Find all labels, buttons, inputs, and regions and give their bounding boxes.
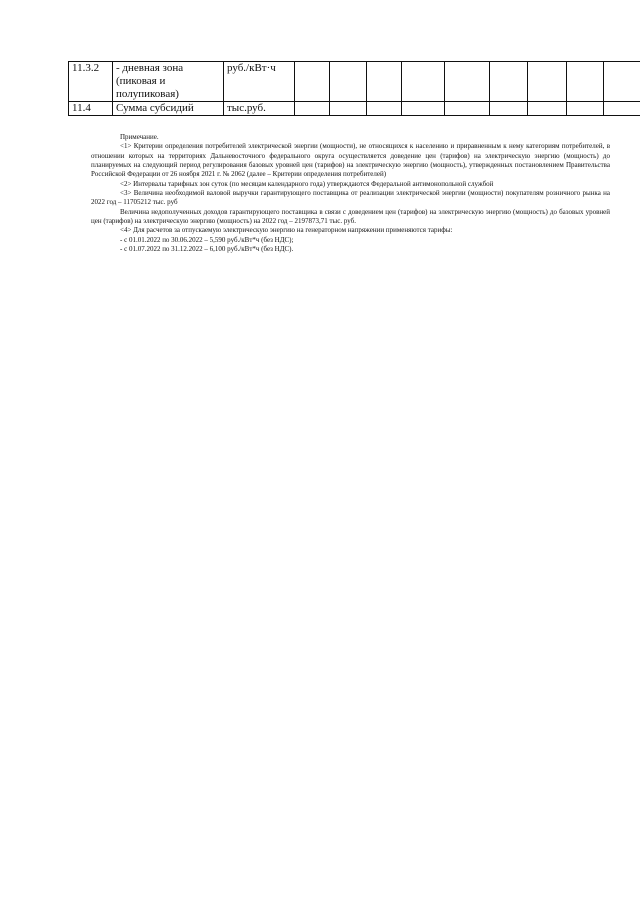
empty-cell — [604, 102, 640, 116]
empty-cell — [367, 62, 402, 102]
empty-cell — [490, 62, 528, 102]
empty-cell — [490, 102, 528, 116]
empty-cell — [295, 62, 330, 102]
table-row — [69, 102, 640, 116]
note-paragraph: - с 01.07.2022 по 31.12.2022 – 6,100 руб./кВт*ч (без НДС). — [120, 245, 294, 254]
notes-heading: Примечание. — [120, 133, 159, 141]
empty-cell — [445, 102, 490, 116]
row-name: Сумма субсидий — [113, 102, 224, 116]
empty-cell — [567, 62, 604, 102]
note-paragraph: <1> Критерии определения потребителей электрической энергии (мощности), не относящихся к населению и приравненным к нему категориям потребителей, в отношении которых на территориях Дальневосточного федерального округа осуществляется доведение цен (тарифов) на электрическую энергию (мощность) до планируемых на следующий период регулирования базовых уровней цен (тарифов) на электрическую энергию (мощность), утвержденных постановлением Правительства Российской Федерации от 26 ноября 2021 г. № 2062 (далее – Критерии определения потребителей) — [91, 142, 610, 179]
notes-section — [91, 133, 610, 254]
note-paragraph: <2> Интервалы тарифных зон суток (по месяцам календарного года) утверждаются Федеральной антимонопольной службой — [120, 179, 494, 188]
empty-cell — [330, 102, 367, 116]
empty-cell — [367, 102, 402, 116]
empty-cell — [445, 62, 490, 102]
empty-cell — [528, 102, 567, 116]
row-number: 11.3.2 — [69, 62, 113, 102]
empty-cell — [402, 62, 445, 102]
tariff-table — [68, 61, 640, 116]
empty-cell — [330, 62, 367, 102]
row-name: - дневная зона (пиковая и полупиковая) — [113, 62, 224, 102]
row-number: 11.4 — [69, 102, 113, 116]
empty-cell — [604, 62, 640, 102]
empty-cell — [567, 102, 604, 116]
table-row — [69, 62, 640, 102]
empty-cell — [295, 102, 330, 116]
empty-cell — [528, 62, 567, 102]
row-unit: тыс.руб. — [224, 102, 295, 116]
note-paragraph: <4> Для расчетов за отпускаемую электрическую энергию на генераторном напряжении применяются тарифы: — [120, 226, 453, 235]
empty-cell — [402, 102, 445, 116]
note-paragraph: <3> Величина необходимой валовой выручки гарантирующего поставщика от реализации электрической энергии (мощности) покупателям розничного рынка на 2022 год – 11705212 тыс. руб — [91, 189, 610, 207]
row-unit: руб./кВт·ч — [224, 62, 295, 102]
note-paragraph: Величина недополученных доходов гарантирующего поставщика в связи с доведением цен (тарифов) на электрическую энергию (мощность) до базовых уровней цен (тарифов) на электрическую энергию (мощность) на 2022 год – 2197873,71 тыс. руб. — [91, 207, 610, 226]
note-paragraph: - с 01.01.2022 по 30.06.2022 – 5,590 руб./кВт*ч (без НДС); — [120, 235, 294, 244]
